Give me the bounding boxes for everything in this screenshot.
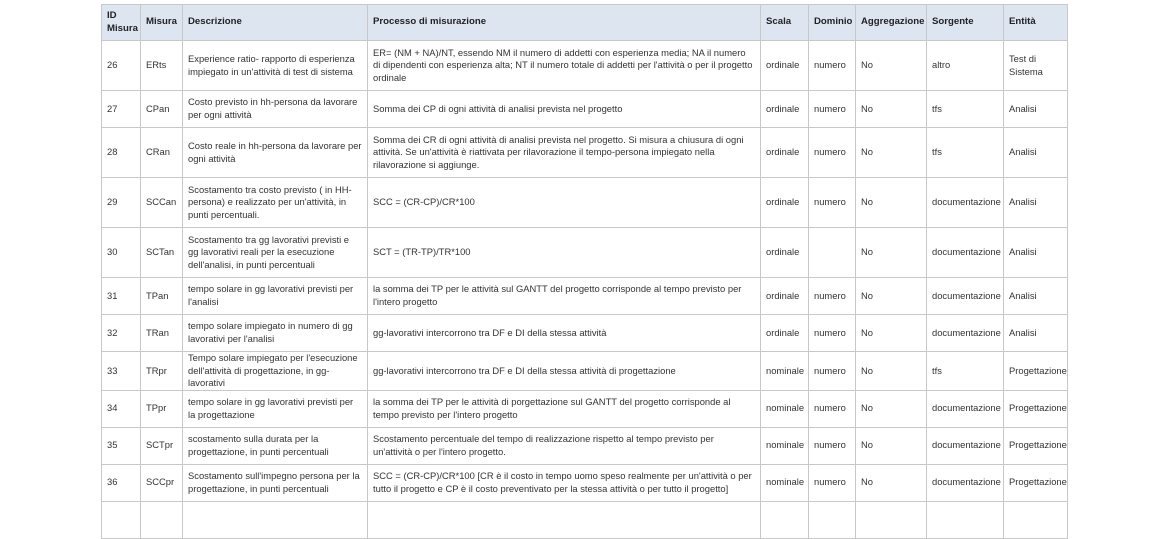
cell-sorgente: documentazione	[927, 228, 1004, 278]
cell-aggregazione: No	[856, 427, 927, 464]
cell-scala: ordinale	[761, 228, 809, 278]
cell-dominio: numero	[809, 315, 856, 352]
cell-scala: nominale	[761, 352, 809, 391]
cell-processo: Somma dei CR di ogni attività di analisi prevista nel progetto. Si misura a chiusura di ogni attività. Se un'attività è riattivata per rilavorazione il tempo-persona impiegato nella rilavorazione si aggiunge.	[368, 128, 761, 178]
cell-entita: Test di Sistema	[1004, 41, 1068, 91]
cell-descrizione: scostamento sulla durata per la progettazione, in punti percentuali	[183, 427, 368, 464]
cell-sorgente: tfs	[927, 128, 1004, 178]
cell-entita: Analisi	[1004, 128, 1068, 178]
cell-processo: la somma dei TP per le attività di porgettazione sul GANTT del progetto corrisponde al tempo previsto per l'intero progetto	[368, 390, 761, 427]
cell-sorgente: documentazione	[927, 278, 1004, 315]
cell-scala: ordinale	[761, 128, 809, 178]
cell-aggregazione: No	[856, 91, 927, 128]
cell-sorgente: documentazione	[927, 390, 1004, 427]
header-aggregazione: Aggregazione	[856, 5, 927, 41]
metrics-table	[101, 4, 1068, 539]
cell-entita: Analisi	[1004, 178, 1068, 228]
cell-dominio: numero	[809, 41, 856, 91]
table-row	[102, 390, 1068, 427]
cell-processo: gg-lavorativi intercorrono tra DF e DI della stessa attività	[368, 315, 761, 352]
cell-id: 28	[102, 128, 141, 178]
cell-sorgente: documentazione	[927, 464, 1004, 501]
cell-id: 29	[102, 178, 141, 228]
cell-id: 30	[102, 228, 141, 278]
header-processo: Processo di misurazione	[368, 5, 761, 41]
cell-sorgente: tfs	[927, 91, 1004, 128]
cell-entita: Analisi	[1004, 228, 1068, 278]
cell-scala: ordinale	[761, 41, 809, 91]
cell-misura: SCCan	[141, 178, 183, 228]
cell-entita: Progettazione	[1004, 464, 1068, 501]
cell-processo: SCT = (TR-TP)/TR*100	[368, 228, 761, 278]
cell-sorgente: tfs	[927, 352, 1004, 391]
cell-descrizione: tempo solare in gg lavorativi previsti per la progettazione	[183, 390, 368, 427]
cell-dominio: numero	[809, 464, 856, 501]
cell-descrizione: Scostamento tra costo previsto ( in HH-persona) e realizzato per un'attività, in punti percentuali.	[183, 178, 368, 228]
table-row	[102, 464, 1068, 501]
metrics-table-container	[101, 4, 1067, 539]
cell-processo: Scostamento percentuale del tempo di realizzazione rispetto al tempo previsto per un'attività o per l'intero progetto.	[368, 427, 761, 464]
cell-aggregazione: No	[856, 315, 927, 352]
table-row	[102, 427, 1068, 464]
cell-id: 32	[102, 315, 141, 352]
cell-id: 26	[102, 41, 141, 91]
cell-aggregazione: No	[856, 390, 927, 427]
cell-misura: CPan	[141, 91, 183, 128]
cell-entita: Analisi	[1004, 91, 1068, 128]
table-row	[102, 278, 1068, 315]
cell-aggregazione: No	[856, 178, 927, 228]
cell-sorgente: altro	[927, 41, 1004, 91]
cell-misura: TRan	[141, 315, 183, 352]
header-misura: Misura	[141, 5, 183, 41]
cell-descrizione: Costo previsto in hh-persona da lavorare per ogni attività	[183, 91, 368, 128]
cell-misura: SCTan	[141, 228, 183, 278]
cell-dominio: numero	[809, 352, 856, 391]
table-row-partial	[102, 501, 1068, 538]
cell-misura: TPan	[141, 278, 183, 315]
table-row	[102, 228, 1068, 278]
cell-misura: CRan	[141, 128, 183, 178]
cell-descrizione: Experience ratio- rapporto di esperienza impiegato in un'attività di test di sistema	[183, 41, 368, 91]
cell-descrizione: Scostamento tra gg lavorativi previsti e gg lavorativi reali per la esecuzione dell'analisi, in punti percentuali	[183, 228, 368, 278]
cell-id: 34	[102, 390, 141, 427]
cell-dominio: numero	[809, 390, 856, 427]
cell-descrizione: tempo solare in gg lavorativi previsti per l'analisi	[183, 278, 368, 315]
cell-id: 36	[102, 464, 141, 501]
cell-misura: ERts	[141, 41, 183, 91]
header-descrizione: Descrizione	[183, 5, 368, 41]
cell-sorgente: documentazione	[927, 178, 1004, 228]
header-scala: Scala	[761, 5, 809, 41]
header-row	[102, 5, 1068, 41]
header-sorgente: Sorgente	[927, 5, 1004, 41]
cell-scala: ordinale	[761, 178, 809, 228]
cell-dominio	[809, 228, 856, 278]
cell-descrizione: Costo reale in hh-persona da lavorare per ogni attività	[183, 128, 368, 178]
cell-processo: SCC = (CR-CP)/CR*100 [CR è il costo in tempo uomo speso realmente per un'attività o per tutto il progetto e CP è il costo preventivato per la stessa attività o per tutto il progetto]	[368, 464, 761, 501]
table-row	[102, 41, 1068, 91]
cell-scala: ordinale	[761, 315, 809, 352]
header-entita: Entità	[1004, 5, 1068, 41]
cell-entita: Analisi	[1004, 315, 1068, 352]
cell-misura: TPpr	[141, 390, 183, 427]
cell-sorgente: documentazione	[927, 315, 1004, 352]
table-row	[102, 128, 1068, 178]
cell-processo: la somma dei TP per le attività sul GANTT del progetto corrisponde al tempo previsto per l'intero progetto	[368, 278, 761, 315]
table-row	[102, 352, 1068, 391]
cell-misura: SCCpr	[141, 464, 183, 501]
cell-aggregazione: No	[856, 352, 927, 391]
cell-scala: nominale	[761, 390, 809, 427]
cell-aggregazione: No	[856, 228, 927, 278]
cell-id: 27	[102, 91, 141, 128]
cell-dominio: numero	[809, 278, 856, 315]
cell-entita: Analisi	[1004, 278, 1068, 315]
cell-scala: nominale	[761, 427, 809, 464]
cell-misura: TRpr	[141, 352, 183, 391]
cell-dominio: numero	[809, 91, 856, 128]
cell-aggregazione: No	[856, 128, 927, 178]
cell-scala: ordinale	[761, 278, 809, 315]
cell-id: 35	[102, 427, 141, 464]
cell-entita: Progettazione	[1004, 390, 1068, 427]
cell-processo: ER= (NM + NA)/NT, essendo NM il numero di addetti con esperienza media; NA il numero di dipendenti con esperienza alta; NT il numero totale di addetti per l'attività o per il progetto ordinale	[368, 41, 761, 91]
cell-id: 33	[102, 352, 141, 391]
cell-processo: SCC = (CR-CP)/CR*100	[368, 178, 761, 228]
cell-descrizione: tempo solare impiegato in numero di gg lavorativi per l'analisi	[183, 315, 368, 352]
cell-entita: Progettazione	[1004, 427, 1068, 464]
table-row	[102, 315, 1068, 352]
cell-dominio: numero	[809, 427, 856, 464]
cell-aggregazione: No	[856, 278, 927, 315]
table-row	[102, 91, 1068, 128]
cell-descrizione: Scostamento sull'impegno persona per la progettazione, in punti percentuali	[183, 464, 368, 501]
cell-dominio: numero	[809, 178, 856, 228]
cell-sorgente: documentazione	[927, 427, 1004, 464]
cell-processo: Somma dei CP di ogni attività di analisi prevista nel progetto	[368, 91, 761, 128]
cell-id: 31	[102, 278, 141, 315]
cell-aggregazione: No	[856, 41, 927, 91]
table-row	[102, 178, 1068, 228]
cell-processo: gg-lavorativi intercorrono tra DF e DI della stessa attività di progettazione	[368, 352, 761, 391]
cell-misura: SCTpr	[141, 427, 183, 464]
cell-dominio: numero	[809, 128, 856, 178]
header-dominio: Dominio	[809, 5, 856, 41]
cell-scala: ordinale	[761, 91, 809, 128]
cell-scala: nominale	[761, 464, 809, 501]
cell-entita: Progettazione	[1004, 352, 1068, 391]
cell-aggregazione: No	[856, 464, 927, 501]
cell-descrizione: Tempo solare impiegato per l'esecuzione dell'attività di progettazione, in gg-lavorativi	[183, 352, 368, 391]
header-id: ID Misura	[102, 5, 141, 41]
